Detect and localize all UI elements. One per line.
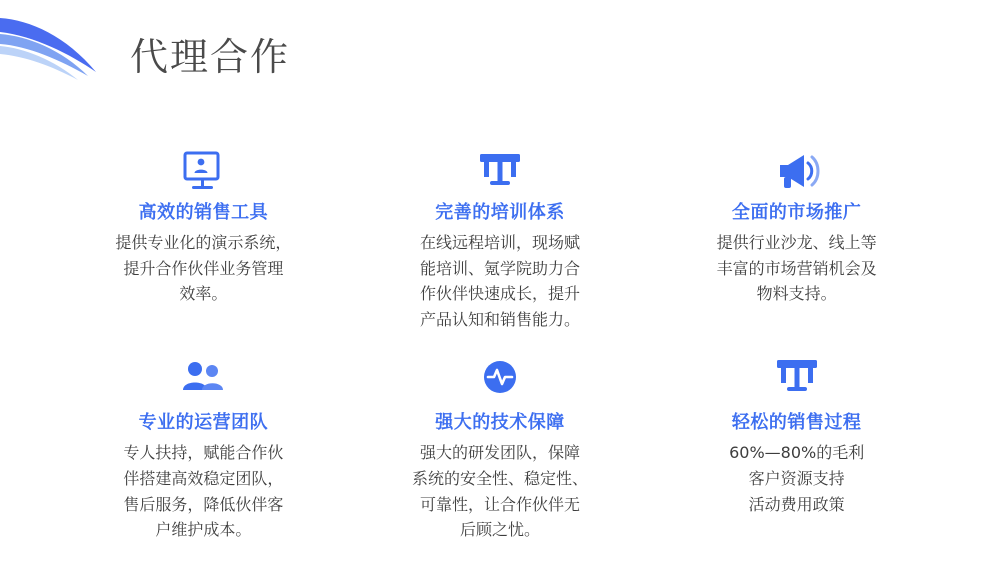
body-line: 产品认知和销售能力。: [419, 309, 580, 329]
body-line: 提供行业沙龙、线上等: [716, 233, 877, 252]
feature-card-body: [412, 440, 588, 542]
body-line: 效率。: [179, 284, 228, 304]
body-line: 提升合作伙伴业务管理: [123, 258, 284, 278]
feature-card-body: [729, 440, 864, 517]
body-line: 能培训、氪学院助力合: [419, 258, 580, 278]
body-line: 作伙伴快速成长，提升: [419, 284, 580, 304]
feature-card-body: [123, 440, 283, 542]
feature-card-title: 高效的销售工具: [138, 202, 269, 223]
page-title: 代理合作: [130, 35, 291, 79]
body-line: 活动费用政策: [748, 494, 845, 514]
body-line: 在线远程培训，现场赋: [419, 233, 580, 252]
feature-card-tech-support: [357, 356, 644, 542]
body-line: 强大的研发团队，保障: [419, 443, 580, 463]
body-line: 物料支持。: [756, 284, 837, 304]
body-line: 专人扶持，赋能合作伙: [123, 443, 284, 463]
body-line: 户维护成本。: [155, 520, 252, 540]
feature-card-body: [420, 230, 580, 332]
feature-card-sales-process: [653, 356, 940, 542]
slide-header: [0, 0, 1000, 110]
team-people-icon: [181, 356, 225, 398]
feature-card-body: [717, 230, 877, 307]
feature-card-title: 全面的市场推广: [731, 202, 862, 223]
body-line: 提供专业化的演示系统，: [115, 233, 292, 252]
feature-card-title: 轻松的销售过程: [731, 412, 862, 434]
feature-card-body: [115, 230, 291, 307]
body-line: 售后服务，降低伙伴客: [123, 494, 284, 514]
feature-card-sales-tools: [60, 150, 347, 332]
feature-card-title: 完善的培训体系: [435, 202, 565, 223]
pulse-monitor-icon: [481, 356, 519, 398]
body-line: 丰富的市场营销机会及: [716, 258, 877, 278]
projector-screen-icon: [775, 356, 819, 398]
feature-card-marketing: [653, 150, 940, 332]
feature-card-training: [357, 150, 644, 332]
feature-card-title: 专业的运营团队: [138, 412, 269, 434]
body-line: 客户资源支持: [748, 468, 845, 488]
body-line: 后顾之忧。: [459, 520, 540, 540]
projector-screen-icon: [478, 150, 522, 192]
presentation-person-icon: [182, 150, 224, 192]
swoosh-logo-icon: [0, 10, 110, 90]
body-line: 可靠性，让合作伙伴无: [419, 494, 580, 514]
feature-card-operations-team: [60, 356, 347, 542]
body-line: 系统的安全性、稳定性、: [411, 468, 588, 488]
megaphone-icon: [774, 150, 820, 192]
body-line: 60%—80%的毛利: [729, 443, 865, 463]
feature-grid: [60, 150, 940, 543]
body-line: 伴搭建高效稳定团队，: [123, 468, 284, 488]
feature-card-title: 强大的技术保障: [435, 412, 565, 434]
